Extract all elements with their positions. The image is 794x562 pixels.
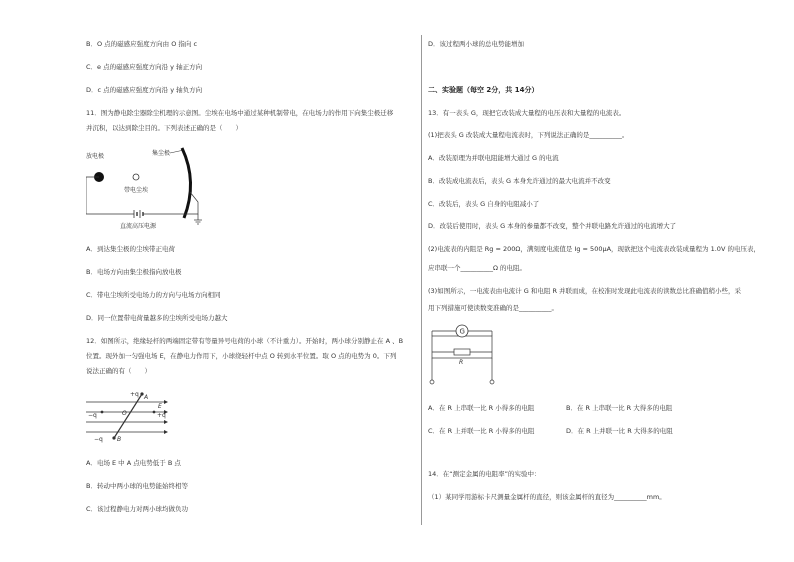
q13-part2-line2: 应串联一个__________Ω 的电阻。 xyxy=(428,264,527,272)
q12-label-plus-q-top: +q xyxy=(130,391,139,398)
q12-label-o: O xyxy=(122,410,127,417)
q13-part3-option-c: C．在 R 上并联一比 R 小得多的电阻 xyxy=(428,427,535,435)
q12-stem-line1: 12．如图所示，绝缘轻杆的两端固定带有等量异号电荷的小球（不计重力）。开始时，两小球分别静止在 A 、B xyxy=(86,337,404,345)
q11-option-a: A．到达集尘极的尘埃带正电荷 xyxy=(86,245,175,253)
q13-part1-option-d: D．改装后使用时，表头 G 本身的参量都不改变，整个并联电路允许通过的电流增大了 xyxy=(428,222,677,230)
q14-part1: （1）某同学用游标卡尺测量金属杆的直径，则该金属杆的直径为__________mm。 xyxy=(428,493,666,501)
q12-label-e: E xyxy=(158,403,162,410)
q10-option-b: B．O 点的磁感应强度方向由 O 指向 c xyxy=(86,40,198,48)
section-title-experiment: 二、实验题（每空 2分，共 14分） xyxy=(428,86,539,94)
q11-label-dust: 带电尘埃 xyxy=(124,187,149,194)
q11-wire-left xyxy=(86,177,134,214)
q13-part1-option-a: A．改装原理为并联电阻能增大通过 G 的电流 xyxy=(428,154,559,162)
q13-terminal-left xyxy=(430,380,434,384)
q11-stem-line2: 并沉积，以达到除尘目的。下列表述正确的是（ ） xyxy=(86,124,242,132)
column-divider xyxy=(421,35,422,525)
q13-label-g: G xyxy=(459,327,465,336)
q11-dust-particle xyxy=(133,174,139,180)
q13-part1-stem: (1)把表头 G 改装成大量程电流表时，下列说法正确的是__________。 xyxy=(428,131,629,139)
q13-part3-option-d: D．在 R 上并联一比 R 大得多的电阻 xyxy=(566,427,673,435)
q10-option-d: D．c 点的磁感应强度方向沿 y 轴负方向 xyxy=(86,86,203,94)
q12-label-minus-q-bottom: −q xyxy=(94,436,103,443)
q12-label-minus-q-left: −q xyxy=(88,412,97,419)
q12-figure-charged-rod xyxy=(86,386,186,444)
q11-label-collector: 集尘极 xyxy=(152,150,171,157)
q11-option-b: B．电场方向由集尘极指向放电极 xyxy=(86,268,182,276)
q13-label-r: R xyxy=(459,359,464,366)
q11-label-source: 直流高压电源 xyxy=(120,223,157,230)
q13-figure-ammeter-circuit xyxy=(426,324,498,386)
q13-part3-option-b: B．在 R 上串联一比 R 大得多的电阻 xyxy=(566,404,673,412)
q12-field-arrow-3 xyxy=(164,420,168,424)
q11-option-c: C．带电尘埃所受电场力的方向与电场方向相同 xyxy=(86,291,221,299)
q10-option-c: C．e 点的磁感应强度方向沿 y 轴正方向 xyxy=(86,63,203,71)
q12-label-a: A xyxy=(144,394,149,401)
q12-option-d: D．该过程两小球的总电势能增加 xyxy=(428,40,525,48)
q12-ball-right xyxy=(153,411,156,414)
q13-part3-option-a: A．在 R 上串联一比 R 小得多的电阻 xyxy=(428,404,535,412)
q13-part3-line1: (3)如图所示，一电流表由电流计 G 和电阻 R 并联而成，在校准时发现此电流表的读数总比准确值稍小些，采 xyxy=(428,287,742,295)
q12-option-c: C．该过程静电力对两小球均做负功 xyxy=(86,505,189,513)
q12-label-b: B xyxy=(117,436,122,443)
q13-part1-option-b: B．改装成电流表后，表头 G 本身允许通过的最大电流并不改变 xyxy=(428,177,611,185)
q12-field-arrow-4 xyxy=(164,430,168,434)
q12-option-b: B．转动中两小球的电势能始终相等 xyxy=(86,482,188,490)
q11-label-discharge: 放电极 xyxy=(86,153,105,160)
q12-ball-left xyxy=(101,411,104,414)
q12-rod xyxy=(114,394,142,438)
q13-part3-line2: 用下列措施可使读数变准确的是__________。 xyxy=(428,304,558,312)
q12-ball-bottom xyxy=(112,436,115,439)
q11-collector-plate xyxy=(182,148,191,218)
q11-stem-line1: 11．图为静电除尘器除尘机理的示意图。尘埃在电场中通过某种机制带电，在电场力的作用下向集尘极迁移 xyxy=(86,109,394,117)
q13-intro: 13．有一表头 G，现把它改装成大量程的电压表和大量程的电流表。 xyxy=(428,109,626,117)
q13-part2-line1: (2)电流表的内阻是 Rg = 200Ω，满刻度电流值是 Ig = 500μA，现欲把这个电流表改装成量程为 1.0V 的电压表， xyxy=(428,245,760,253)
q12-field-arrow-1 xyxy=(164,400,168,404)
q12-stem-line3: 说法正确的有（ ） xyxy=(86,367,151,375)
q13-terminal-right xyxy=(490,380,494,384)
q12-label-plus-q-right: +q xyxy=(157,412,166,419)
q13-resistor xyxy=(454,349,470,355)
q12-option-a: A．电场 E 中 A 点电势低于 B 点 xyxy=(86,459,181,467)
q13-part1-option-c: C．改装后，表头 G 自身的电阻减小了 xyxy=(428,200,540,208)
q11-option-d: D．同一位置带电荷量越多的尘埃所受电场力越大 xyxy=(86,314,228,322)
q11-figure-electrostatic-precipitator xyxy=(86,142,216,232)
q14-intro: 14．在“测定金属的电阻率”的实验中： xyxy=(428,470,541,478)
q12-stem-line2: 位置。现外加一匀强电场 E，在静电力作用下，小球绕轻杆中点 O 转到水平位置。取 O 点的电势为 0。下列 xyxy=(86,352,397,360)
